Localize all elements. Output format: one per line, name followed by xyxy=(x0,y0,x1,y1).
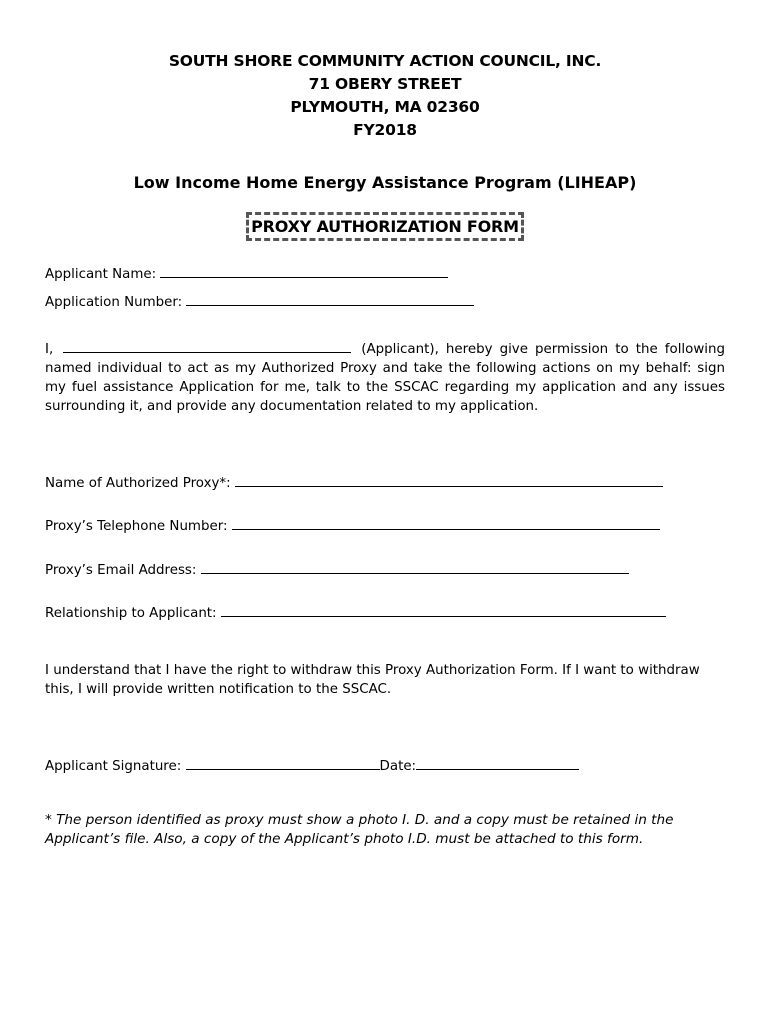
proxy-email-label: Proxy’s Email Address: xyxy=(45,563,197,578)
program-title: Low Income Home Energy Assistance Program (LIHEAP) xyxy=(133,173,637,192)
org-street: 71 OBERY STREET xyxy=(308,75,462,93)
letterhead xyxy=(0,50,770,142)
applicant-name-row xyxy=(45,264,448,284)
relationship-label: Relationship to Applicant: xyxy=(45,606,217,621)
proxy-phone-label: Proxy’s Telephone Number: xyxy=(45,519,228,534)
withdraw-paragraph: I understand that I have the right to withdraw this Proxy Authorization Form. If I want to withdraw this, I will provide written notification to the SSCAC. xyxy=(45,663,700,697)
date-field[interactable] xyxy=(416,756,579,770)
proxy-name-row xyxy=(45,473,663,493)
proxy-phone-row xyxy=(45,516,660,536)
signature-row xyxy=(45,756,579,776)
proxy-phone-field[interactable] xyxy=(232,516,660,530)
permission-body: named individual to act as my Authorized Proxy and take the following actions on my behalf: sign my fuel assistance Application for me, talk to the SSCAC regarding my application and any issues surrounding it, and provide any documentation related to my application. xyxy=(45,361,725,414)
applicant-name-label: Applicant Name: xyxy=(45,267,157,282)
application-number-label: Application Number: xyxy=(45,295,183,310)
footnote: * The person identified as proxy must show a photo I. D. and a copy must be retained in the Applicant’s file. Also, a copy of the Applicant’s photo I.D. must be attached to this form. xyxy=(45,812,674,847)
relationship-row xyxy=(45,603,666,623)
proxy-name-label: Name of Authorized Proxy*: xyxy=(45,476,231,491)
signature-label: Applicant Signature: xyxy=(45,759,182,774)
date-label: Date: xyxy=(379,759,417,774)
permission-prefix: I, xyxy=(45,342,54,357)
org-city: PLYMOUTH, MA 02360 xyxy=(290,98,480,116)
application-number-row xyxy=(45,292,474,312)
form-title-wrap xyxy=(0,212,770,241)
relationship-field[interactable] xyxy=(221,603,666,617)
fiscal-year: FY2018 xyxy=(353,121,417,139)
form-title: PROXY AUTHORIZATION FORM xyxy=(246,212,524,241)
proxy-email-row xyxy=(45,560,629,580)
permission-line1-rest: (Applicant), hereby give permission to the following xyxy=(361,342,725,357)
permission-paragraph xyxy=(45,339,725,416)
org-name: SOUTH SHORE COMMUNITY ACTION COUNCIL, INC. xyxy=(168,52,602,70)
applicant-self-name-field[interactable] xyxy=(63,339,351,353)
signature-field[interactable] xyxy=(186,756,380,770)
application-number-field[interactable] xyxy=(186,292,474,306)
proxy-name-field[interactable] xyxy=(235,473,663,487)
permission-first-line xyxy=(45,339,725,359)
applicant-name-field[interactable] xyxy=(160,264,448,278)
proxy-email-field[interactable] xyxy=(201,560,629,574)
